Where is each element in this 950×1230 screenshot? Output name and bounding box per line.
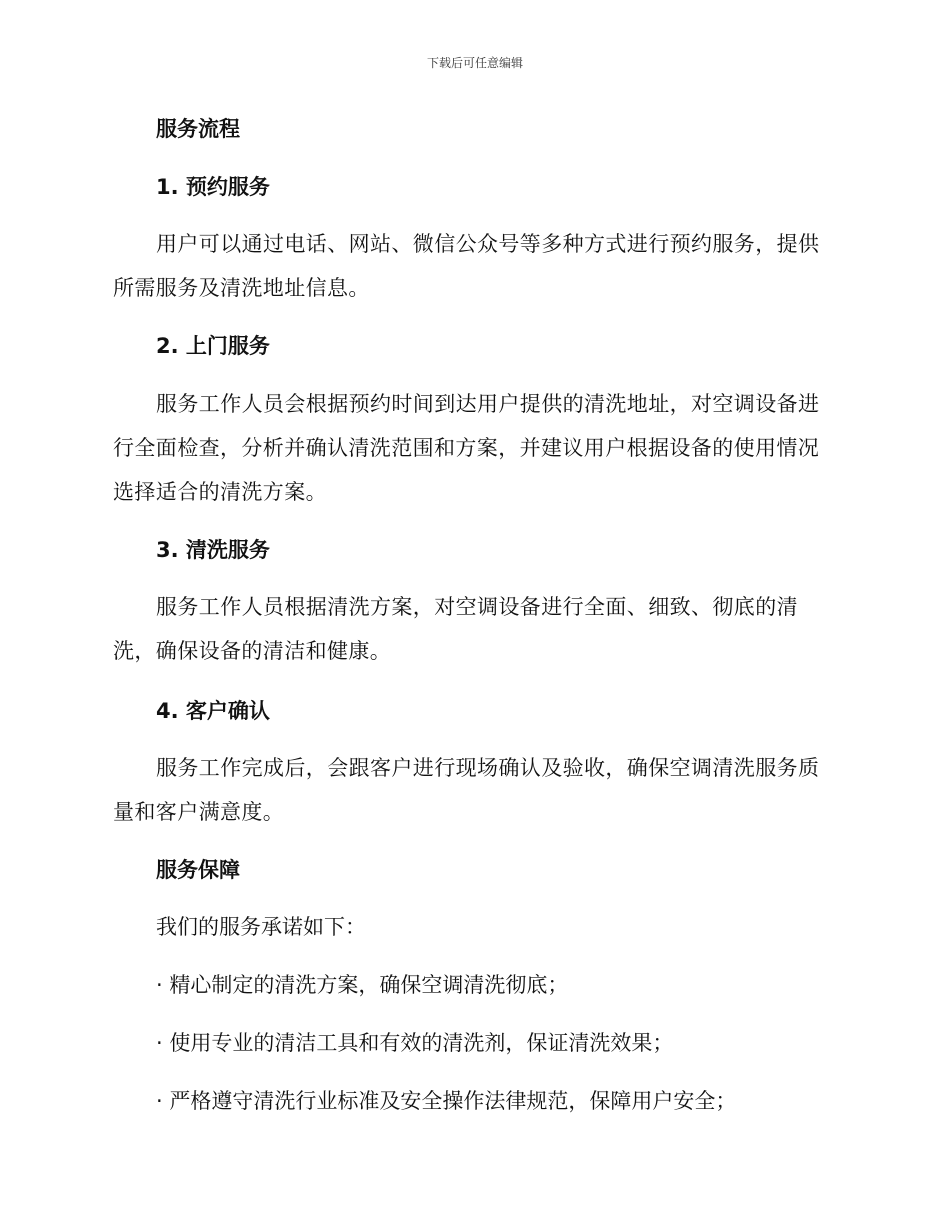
step-4-text: 服务工作完成后，会跟客户进行现场确认及验收，确保空调清洗服务质量和客户满意度。	[113, 756, 820, 824]
step-2-title: 2. 上门服务	[156, 334, 270, 358]
guarantee-intro: 我们的服务承诺如下：	[156, 915, 366, 939]
guarantee-item: · 严格遵守清洗行业标准及安全操作法律规范，保障用户安全；	[156, 1089, 737, 1113]
guarantee-item: · 使用专业的清洁工具和有效的清洗剂，保证清洗效果；	[156, 1031, 674, 1055]
section-title-service-flow: 服务流程	[156, 117, 240, 141]
step-3-title: 3. 清洗服务	[156, 538, 270, 562]
step-1-text: 用户可以通过电话、网站、微信公众号等多种方式进行预约服务，提供所需服务及清洗地址信息。	[113, 232, 820, 300]
step-2-text: 服务工作人员会根据预约时间到达用户提供的清洗地址，对空调设备进行全面检查，分析并确认清洗范围和方案，并建议用户根据设备的使用情况选择适合的清洗方案。	[113, 392, 820, 504]
step-4-title: 4. 客户确认	[156, 699, 270, 723]
section-title-service-guarantee: 服务保障	[156, 858, 240, 882]
step-1-title: 1. 预约服务	[156, 175, 270, 199]
page-header-note: 下载后可任意编辑	[426, 56, 523, 70]
step-3-text: 服务工作人员根据清洗方案，对空调设备进行全面、细致、彻底的清洗，确保设备的清洁和健康。	[113, 595, 798, 663]
guarantee-item: · 精心制定的清洗方案，确保空调清洗彻底；	[156, 973, 569, 997]
